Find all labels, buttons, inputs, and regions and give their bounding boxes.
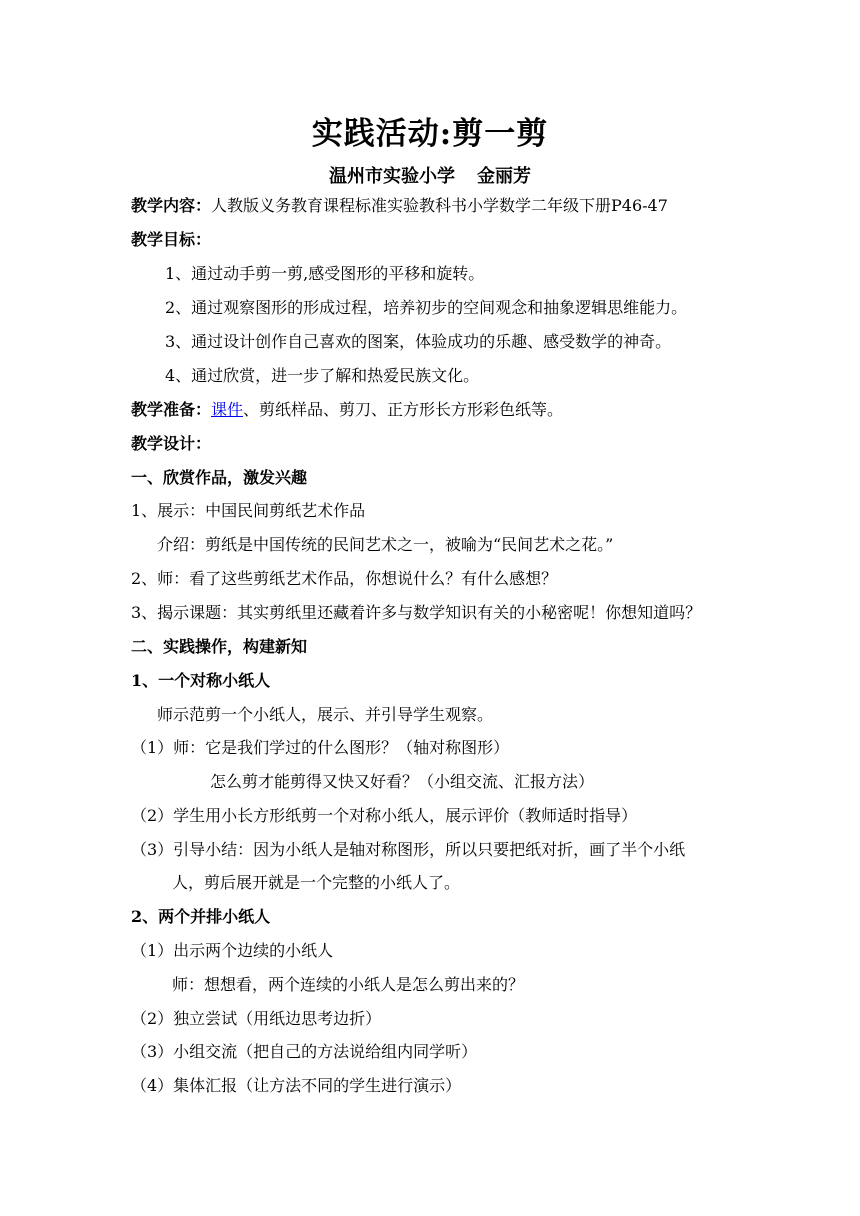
sub1-line: 怎么剪才能剪得又快又好看？（小组交流、汇报方法） [210, 772, 595, 791]
teaching-prep-text: 、剪纸样品、剪刀、正方形长方形彩色纸等。 [243, 400, 564, 419]
document-subtitle [0, 162, 860, 188]
sub2-heading: 2、两个并排小纸人 [131, 907, 271, 926]
section2-heading: 二、实践操作，构建新知 [131, 637, 308, 656]
teaching-content-text: 人教版义务教育课程标准实验教科书小学数学二年级下册P46-47 [211, 196, 668, 215]
sub1-line: 人，剪后展开就是一个完整的小纸人了。 [172, 873, 461, 892]
sub1-line: （1）师：它是我们学过的什么图形？（轴对称图形） [131, 738, 510, 757]
sub1-line: （2）学生用小长方形纸剪一个对称小纸人，展示评价（教师适时指导） [131, 806, 638, 825]
school-name: 温州市实验小学 [329, 166, 455, 187]
sub1-line: 师示范剪一个小纸人，展示、并引导学生观察。 [157, 705, 494, 724]
section1-heading: 一、欣赏作品，激发兴趣 [131, 468, 308, 487]
sub1-heading: 1、一个对称小纸人 [131, 671, 271, 690]
sub2-line: （1）出示两个边续的小纸人 [131, 941, 334, 960]
author-name: 金丽芳 [477, 166, 531, 187]
section1-line: 1、展示：中国民间剪纸艺术作品 [131, 501, 366, 520]
objectives-label: 教学目标： [131, 230, 212, 249]
objective-item: 4、通过欣赏，进一步了解和热爱民族文化。 [165, 366, 480, 385]
sub2-line: （3）小组交流（把自己的方法说给组内同学听） [131, 1042, 478, 1061]
sub2-line: 师：想想看，两个连续的小纸人是怎么剪出来的？ [172, 975, 525, 994]
courseware-link[interactable]: 课件 [211, 400, 244, 419]
objective-item: 3、通过设计创作自己喜欢的图案，体验成功的乐趣、感受数学的神奇。 [165, 332, 672, 351]
design-label: 教学设计： [131, 434, 212, 453]
teaching-content-label: 教学内容： [131, 196, 212, 215]
section1-line: 3、揭示课题：其实剪纸里还藏着许多与数学知识有关的小秘密呢！你想知道吗？ [131, 603, 702, 622]
teaching-prep [131, 400, 563, 420]
sub2-line: （2）独立尝试（用纸边思考边折） [131, 1009, 382, 1028]
document-title: 实践活动:剪一剪 [311, 116, 549, 152]
teaching-prep-label: 教学准备： [131, 400, 212, 419]
sub2-line: （4）集体汇报（让方法不同的学生进行演示） [131, 1076, 462, 1095]
sub1-line: （3）引导小结：因为小纸人是轴对称图形，所以只要把纸对折，画了半个小纸 [131, 840, 686, 859]
objective-item: 2、通过观察图形的形成过程，培养初步的空间观念和抽象逻辑思维能力。 [165, 298, 688, 317]
teaching-content [131, 196, 668, 216]
section1-line: 2、师：看了这些剪纸艺术作品，你想说什么？有什么感想？ [131, 569, 558, 588]
section1-line: 介绍：剪纸是中国传统的民间艺术之一，被喻为“民间艺术之花。” [157, 535, 614, 554]
objective-item: 1、通过动手剪一剪,感受图形的平移和旋转。 [165, 264, 485, 283]
